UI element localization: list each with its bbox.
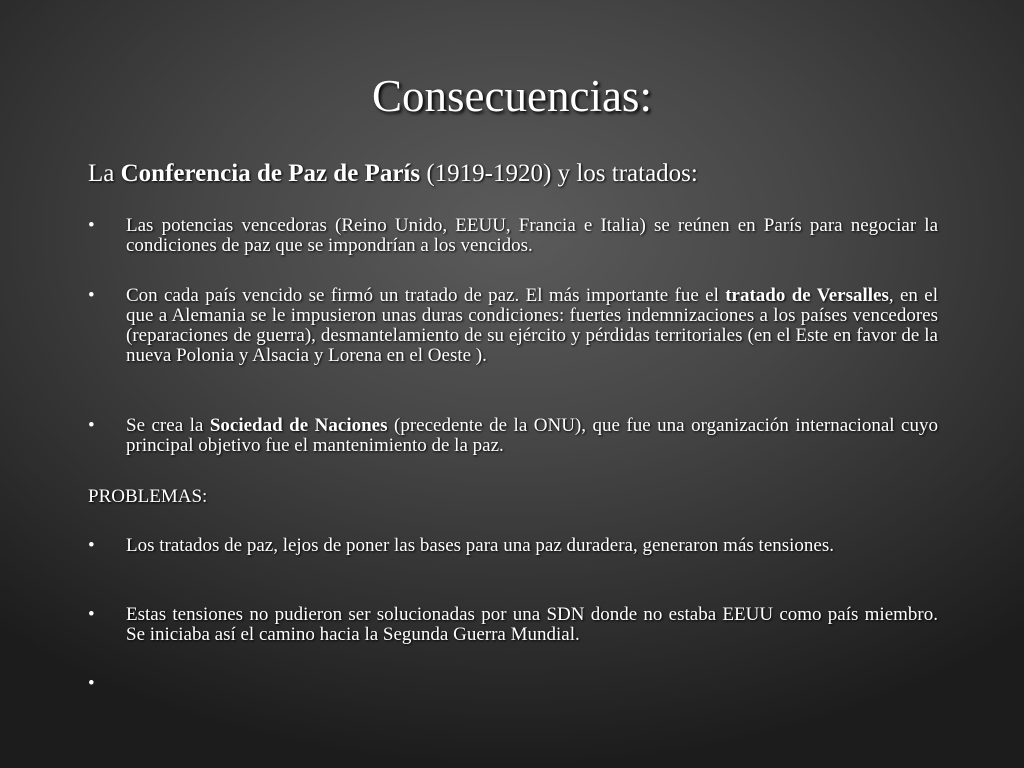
bullet-item	[88, 416, 938, 456]
bullet-text-post: , en el que a Alemania se le impusieron unas duras condiciones: fuertes indemnizaciones a los países vencedores (reparaciones de guerra), desmantelamiento de su ejército y pérdidas territoriales (en el Este en favor de la nueva Polonia y Alsacia y Lorena en el Oeste ).	[126, 285, 938, 366]
bullet-item	[88, 286, 938, 366]
bullet-text-pre: Con cada país vencido se firmó un tratado de paz. El más importante fue el	[126, 285, 726, 306]
bullet-text: Estas tensiones no pudieron ser solucionadas por una SDN donde no estaba EEUU como país miembro. Se iniciaba así el camino hacia la Segunda Guerra Mundial.	[126, 604, 938, 645]
bullet-dot: •	[88, 535, 95, 556]
bullet-text	[126, 286, 938, 366]
bullet-text-bold: Sociedad de Naciones	[209, 415, 388, 436]
subtitle-post: (1919-1920) y los tratados:	[420, 160, 698, 187]
subtitle-pre: La	[88, 160, 121, 187]
slide-subtitle	[88, 158, 698, 190]
subtitle-bold: Conferencia de Paz de París	[120, 160, 421, 187]
bullet-dot: •	[88, 215, 95, 236]
bullet-text-pre: Se crea la	[126, 415, 210, 436]
bullet-dot: •	[88, 415, 95, 436]
problem-bullet-item	[88, 536, 938, 556]
problems-heading: PROBLEMAS:	[88, 486, 208, 507]
bullet-dot: •	[88, 285, 95, 306]
bullet-item	[88, 216, 938, 256]
slide-title: Consecuencias:	[372, 71, 652, 121]
bullet-text: Las potencias vencedoras (Reino Unido, EEUU, Francia e Italia) se reúnen en París para negociar la condiciones de paz que se impondrían a los vencidos.	[126, 215, 938, 256]
problem-bullet-item	[88, 605, 938, 645]
bullet-text-post: (precedente de la ONU), que fue una organización internacional cuyo principal objetivo fue el mantenimiento de la paz.	[126, 415, 938, 456]
bullet-dot: •	[88, 604, 95, 625]
bullet-text-bold: tratado de Versalles	[725, 285, 889, 306]
bullet-text	[126, 416, 938, 456]
bullet-text: Los tratados de paz, lejos de poner las bases para una paz duradera, generaron más tensiones.	[126, 535, 835, 556]
bullet-dot: •	[88, 673, 95, 694]
